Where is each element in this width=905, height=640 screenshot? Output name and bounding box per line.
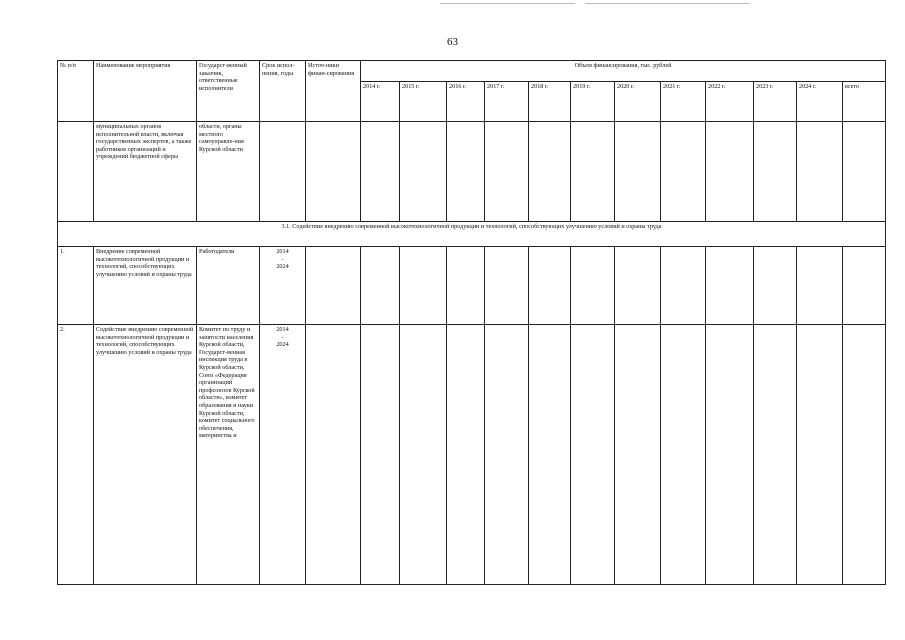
header-term: Срок испол-нения, годы: [260, 61, 306, 122]
row-name: Внедрение современной высокотехнологичной продукции и технологий, способствующих улучшению условий и охраны труда: [94, 247, 197, 325]
row-customer: Комитет по труду и занятости населения Курской области, Государст-венная инспекция труда в Курской области, Союз «Федерация организаций профсоюзов Курской области», комитет образования и науки Курской области, комитет социального обеспечения, материнства и: [197, 325, 260, 585]
term-start: 2014: [276, 248, 289, 255]
term-end: 2024: [276, 263, 289, 271]
table-row: [58, 247, 886, 325]
year-2015: 2015 г.: [400, 82, 447, 122]
table-row: [58, 325, 886, 585]
year-2019: 2019 г.: [571, 82, 615, 122]
year-2014: 2014 г.: [361, 82, 400, 122]
term-end: 2024: [276, 341, 289, 349]
year-2018: 2018 г.: [529, 82, 571, 122]
top-rule-left: [440, 3, 575, 4]
row-term: [260, 247, 306, 325]
continuation-customer: области, органы местного самоуправле-ния Курской области: [197, 122, 260, 222]
continuation-name: муниципальных органов исполнительной власти, включая государственных экспертов, а также работников организаций и учреждений бюджетной сферы: [94, 122, 197, 222]
top-rule-right: [585, 3, 750, 4]
term-dash: -: [281, 333, 284, 341]
year-2017: 2017 г.: [485, 82, 529, 122]
year-2024: 2024 г.: [797, 82, 843, 122]
year-2020: 2020 г.: [615, 82, 661, 122]
table-row: [58, 122, 886, 222]
header-source: Источ-ники финан-сирования: [306, 61, 361, 122]
year-2016: 2016 г.: [447, 82, 485, 122]
row-num: 2.: [58, 325, 94, 585]
row-term: [260, 325, 306, 585]
year-total: всего: [843, 82, 886, 122]
year-2023: 2023 г.: [754, 82, 797, 122]
funding-table: [57, 60, 886, 585]
row-num: 1.: [58, 247, 94, 325]
year-2021: 2021 г.: [661, 82, 706, 122]
section-row: [58, 222, 886, 247]
term-dash: -: [281, 255, 284, 263]
page-number: 63: [447, 36, 458, 48]
header-num: № п/п: [58, 61, 94, 122]
section-title: 3.1. Содействие внедрению современной высокотехнологичной продукции и технологий, способствующих улучшению условий и охраны труда: [58, 222, 886, 247]
header-funding: Объем финансирования, тыс. рублей: [361, 61, 886, 82]
header-row-top: [58, 61, 886, 82]
header-customer: Государст-венный заказчик, ответственные исполнители: [197, 61, 260, 122]
year-2022: 2022 г.: [706, 82, 754, 122]
row-name: Содействие внедрению современной высокотехнологичной продукции и технологий, способствующих улучшению условий и охраны труда: [94, 325, 197, 585]
header-name: Наименование мероприятия: [94, 61, 197, 122]
row-customer: Работодатели: [197, 247, 260, 325]
term-start: 2014: [276, 326, 289, 333]
